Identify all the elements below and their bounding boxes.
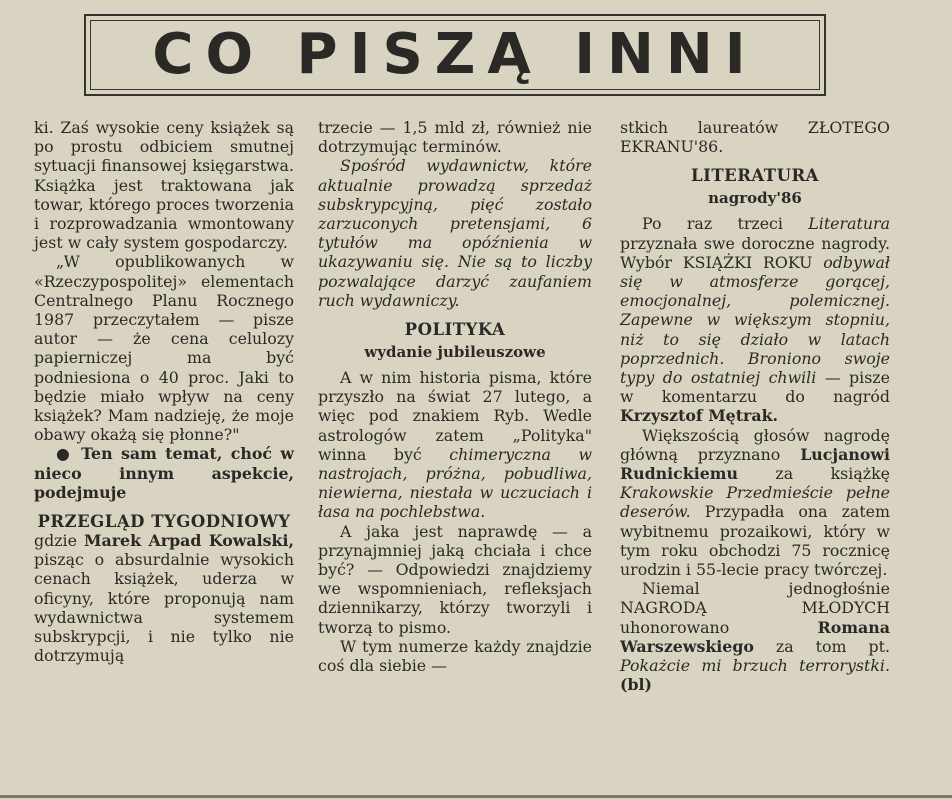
- bottom-rule: [0, 795, 952, 798]
- col1-paragraph-1: ki. Zaś wysokie ceny książek są po prostu odbiciem smutnej sytuacji finansowej księgarstwa. Książka jest traktowana jak towar, którego proces tworzenia i rozprowadzania wmontowany jest w cały system gospodarczy.: [34, 118, 294, 253]
- col2-paragraph-5: W tym numerze każdy znajdzie coś dla siebie —: [318, 636, 592, 676]
- column-1: [34, 118, 294, 800]
- col1-author-name: Marek Arpad Kowalski,: [83, 531, 294, 551]
- col3-p4-d: Pokażcie mi brzuch terrorystki.: [620, 656, 890, 676]
- col3-p3-a: Większością głosów nagrodę główną przyznano: [620, 425, 890, 464]
- col3-subheading: nagrody'86: [708, 189, 802, 208]
- col1-paragraph-2: „W opublikowanych w «Rzeczypospolitej» elementach Centralnego Planu Rocznego 1987 przeczytałem — pisze autor — że cena celulozy papierniczej ma być podniesiona o 40 proc. Jaki to będzie miało wpływ na ceny książek? Mam nadzieję, że moje obawy okażą się płonne?": [34, 252, 294, 445]
- col3-paragraph-2: [620, 214, 890, 425]
- col2-p3-pre: A w nim historia pisma, które przyszło na świat 27 lutego, a więc pod znakiem Ryb. Wedle astrologów zatem „Polityka" winna być: [318, 368, 592, 464]
- col3-p3-c: za książkę: [737, 464, 890, 484]
- col3-p4-c: za tom pt.: [753, 636, 890, 656]
- col3-p4-e: (bl): [620, 675, 652, 695]
- col3-p2-d: odbywał się w atmosferze gorącej, emocjonalnej, polemicznej. Zapewne w większym stopniu, niż to się działo w latach poprzednich. Broniono swoje typy do ostatniej chwili: [620, 252, 890, 388]
- col3-p2-e: — pisze w komentarzu do nagród: [620, 368, 890, 407]
- col3-p2-f: Krzysztof Mętrak.: [620, 406, 779, 426]
- col3-p2-b: Literatura: [808, 214, 890, 234]
- col2-paragraph-3: [318, 368, 592, 522]
- column-3: [620, 118, 890, 800]
- col3-heading: LITERATURA: [691, 166, 819, 186]
- col3-paragraph-4: [620, 579, 890, 694]
- col1-bullet-paragraph: ● Ten sam temat, choć w nieco innym aspekcie, podejmuje: [34, 444, 294, 502]
- col2-paragraph-2: Spośród wydawnictw, które aktualnie prowadzą sprzedaż subskrypcyjną, pięć zostało zarzuconych pretensjami, 6 tytułów ma opóźnienia w ukazywaniu się. Nie są to liczby pozwalające darzyć zaufaniem ruch wydawniczy.: [318, 156, 592, 310]
- col2-subheading: wydanie jubileuszowe: [364, 343, 546, 362]
- col3-p4-b: Romana Warszewskiego: [620, 617, 890, 656]
- col1-p4-post: pisząc o absurdalnie wysokich cenach książek, uderza w oficyny, które proponują nam wydawnictwa systemem subskrypcji, i nie tylko nie dotrzymują: [34, 550, 294, 666]
- col3-paragraph-1: stkich laureatów ZŁOTEGO EKRANU'86.: [620, 118, 890, 157]
- col1-heading: PRZEGLĄD TYGODNIOWY: [37, 512, 291, 532]
- col3-paragraph-3: [620, 426, 890, 580]
- col2-heading: POLITYKA: [404, 320, 506, 340]
- column-2: [318, 118, 592, 800]
- col2-p3-italic: chimeryczna w nastrojach, próżna, pobudliwa, niewierna, niestała w uczuciach i łasa na pochlebstwa.: [318, 444, 592, 522]
- col1-p4-pre: gdzie: [34, 531, 84, 551]
- masthead-inner-frame: [90, 20, 820, 90]
- col3-p3-e: Przypadła ona zatem wybitnemu prozaikowi, który w tym roku obchodzi 75 rocznicę urodzin i 55-lecie pracy twórczej.: [620, 502, 890, 580]
- col3-p3-d: Krakowskie Przedmieście pełne deserów.: [620, 483, 890, 522]
- col3-p3-b: Lucjanowi Rudnickiemu: [620, 444, 890, 484]
- masthead-frame: [84, 14, 826, 96]
- masthead-title: CO PISZĄ INNI: [152, 22, 758, 87]
- col3-p4-a: Niemal jednogłośnie NAGRODĄ MŁODYCH uhonorowano: [620, 579, 890, 637]
- col1-paragraph-4: [34, 531, 294, 665]
- col2-paragraph-1: trzecie — 1,5 mld zł, również nie dotrzymując terminów.: [318, 118, 592, 157]
- col2-paragraph-4: A jaka jest naprawdę — a przynajmniej jaką chciała i chce być? — Odpowiedzi znajdziemy we wspomnieniach, refleksjach dziennikarzy, którzy tworzyli i tworzą to pismo.: [318, 521, 592, 637]
- col3-p2-a: Po raz trzeci: [642, 214, 809, 234]
- col3-p2-c: przyznała swe doroczne nagrody. Wybór KSIĄŻKI ROKU: [620, 233, 890, 272]
